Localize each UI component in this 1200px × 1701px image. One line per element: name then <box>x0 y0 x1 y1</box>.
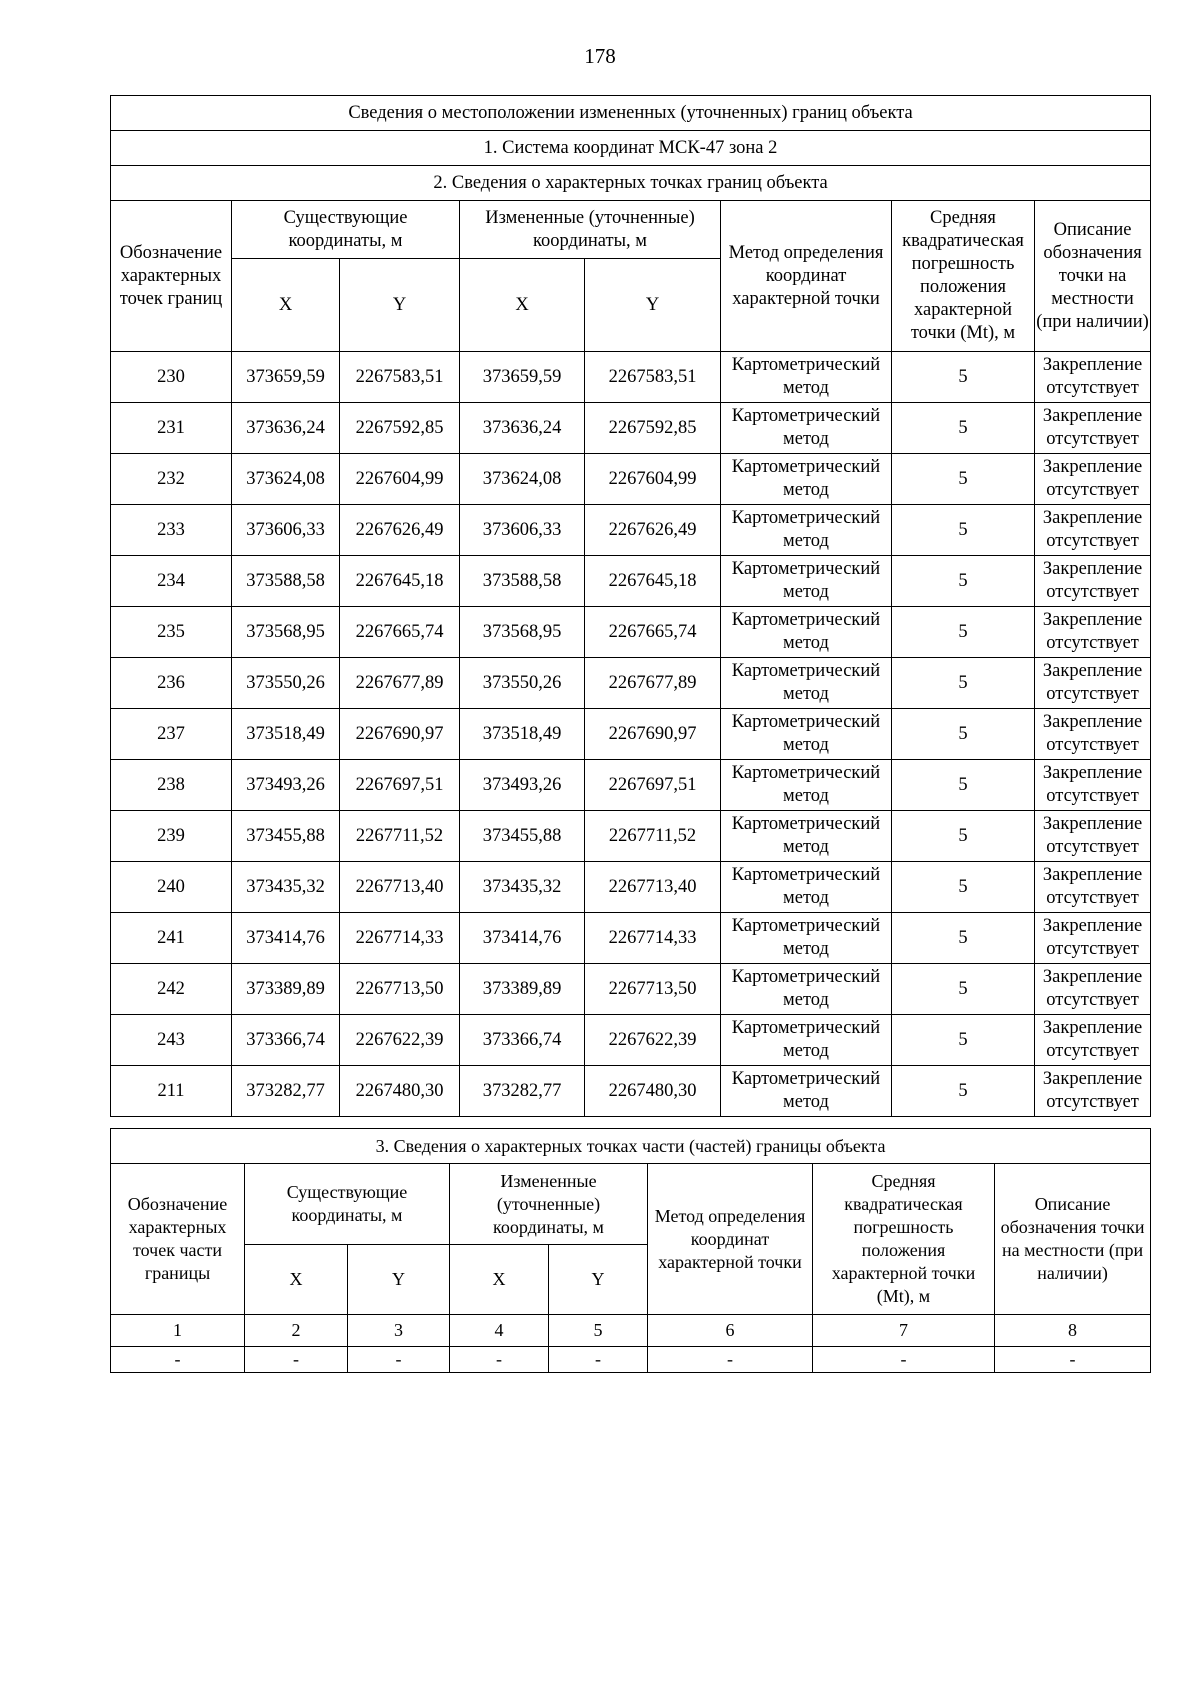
changed-x: 373435,32 <box>460 862 585 913</box>
changed-y: 2267714,33 <box>585 913 721 964</box>
existing-y: 2267677,89 <box>340 658 460 709</box>
method: Картометрический метод <box>721 760 892 811</box>
page-number: 178 <box>584 44 616 68</box>
existing-x: 373568,95 <box>232 607 340 658</box>
existing-y: 2267697,51 <box>340 760 460 811</box>
existing-x: 373550,26 <box>232 658 340 709</box>
column-number: 2 <box>245 1315 348 1347</box>
table-row <box>111 811 1151 862</box>
existing-x: 373455,88 <box>232 811 340 862</box>
table-title: Сведения о местоположении измененных (уточненных) границ объекта <box>111 96 1151 131</box>
column-number: 8 <box>995 1315 1151 1347</box>
description: Закрепление отсутствует <box>1035 811 1151 862</box>
empty-cell: - <box>995 1347 1151 1373</box>
table-row <box>111 454 1151 505</box>
point-id: 240 <box>111 862 232 913</box>
changed-x: 373588,58 <box>460 556 585 607</box>
header-existing-coordinates: Существующие координаты, м <box>232 201 460 259</box>
table-row <box>111 964 1151 1015</box>
method: Картометрический метод <box>721 658 892 709</box>
error-mt: 5 <box>892 964 1035 1015</box>
changed-y: 2267690,97 <box>585 709 721 760</box>
error-mt: 5 <box>892 709 1035 760</box>
empty-cell: - <box>813 1347 995 1373</box>
changed-y: 2267480,30 <box>585 1066 721 1117</box>
changed-x: 373366,74 <box>460 1015 585 1066</box>
header-changed-coordinates: Измененные (уточненные) координаты, м <box>460 201 721 259</box>
table-row <box>111 505 1151 556</box>
existing-y: 2267713,50 <box>340 964 460 1015</box>
empty-cell: - <box>450 1347 549 1373</box>
table-row <box>111 352 1151 403</box>
existing-x: 373588,58 <box>232 556 340 607</box>
changed-x: 373624,08 <box>460 454 585 505</box>
method: Картометрический метод <box>721 913 892 964</box>
error-mt: 5 <box>892 352 1035 403</box>
boundary-points-heading: 2. Сведения о характерных точках границ объекта <box>111 166 1151 201</box>
existing-x: 373518,49 <box>232 709 340 760</box>
changed-y: 2267626,49 <box>585 505 721 556</box>
point-id: 243 <box>111 1015 232 1066</box>
method: Картометрический метод <box>721 964 892 1015</box>
description: Закрепление отсутствует <box>1035 709 1151 760</box>
part-header-changed-coordinates: Измененные (уточненные) координаты, м <box>450 1164 648 1245</box>
method: Картометрический метод <box>721 352 892 403</box>
description: Закрепление отсутствует <box>1035 352 1151 403</box>
part-header-existing-x: X <box>245 1245 348 1315</box>
method: Картометрический метод <box>721 403 892 454</box>
existing-y: 2267626,49 <box>340 505 460 556</box>
method: Картометрический метод <box>721 1066 892 1117</box>
existing-x: 373435,32 <box>232 862 340 913</box>
point-id: 211 <box>111 1066 232 1117</box>
existing-y: 2267713,40 <box>340 862 460 913</box>
point-id: 235 <box>111 607 232 658</box>
changed-x: 373636,24 <box>460 403 585 454</box>
header-description: Описание обозначения точки на местности (при наличии) <box>1035 201 1151 352</box>
existing-x: 373493,26 <box>232 760 340 811</box>
table-row <box>111 862 1151 913</box>
coordinate-system-heading: 1. Система координат МСК-47 зона 2 <box>111 131 1151 166</box>
point-id: 236 <box>111 658 232 709</box>
existing-x: 373414,76 <box>232 913 340 964</box>
point-id: 237 <box>111 709 232 760</box>
existing-x: 373606,33 <box>232 505 340 556</box>
changed-y: 2267622,39 <box>585 1015 721 1066</box>
changed-x: 373455,88 <box>460 811 585 862</box>
description: Закрепление отсутствует <box>1035 607 1151 658</box>
header-existing-y: Y <box>340 259 460 352</box>
changed-y: 2267665,74 <box>585 607 721 658</box>
point-id: 231 <box>111 403 232 454</box>
method: Картометрический метод <box>721 607 892 658</box>
changed-y: 2267677,89 <box>585 658 721 709</box>
header-changed-x: X <box>460 259 585 352</box>
changed-x: 373659,59 <box>460 352 585 403</box>
part-header-error: Средняя квадратическая погрешность положения характерной точки (Mt), м <box>813 1164 995 1315</box>
existing-y: 2267645,18 <box>340 556 460 607</box>
description: Закрепление отсутствует <box>1035 505 1151 556</box>
existing-y: 2267592,85 <box>340 403 460 454</box>
description: Закрепление отсутствует <box>1035 760 1151 811</box>
header-designation: Обозначение характерных точек границ <box>111 201 232 352</box>
changed-x: 373389,89 <box>460 964 585 1015</box>
column-number: 5 <box>549 1315 648 1347</box>
method: Картометрический метод <box>721 1015 892 1066</box>
changed-y: 2267711,52 <box>585 811 721 862</box>
method: Картометрический метод <box>721 556 892 607</box>
error-mt: 5 <box>892 760 1035 811</box>
changed-x: 373493,26 <box>460 760 585 811</box>
part-header-existing-y: Y <box>348 1245 450 1315</box>
changed-y: 2267713,50 <box>585 964 721 1015</box>
point-id: 230 <box>111 352 232 403</box>
method: Картометрический метод <box>721 862 892 913</box>
table-row <box>111 658 1151 709</box>
existing-y: 2267604,99 <box>340 454 460 505</box>
error-mt: 5 <box>892 862 1035 913</box>
method: Картометрический метод <box>721 454 892 505</box>
table-row <box>111 760 1151 811</box>
changed-y: 2267592,85 <box>585 403 721 454</box>
existing-y: 2267622,39 <box>340 1015 460 1066</box>
existing-y: 2267690,97 <box>340 709 460 760</box>
changed-y: 2267604,99 <box>585 454 721 505</box>
description: Закрепление отсутствует <box>1035 1015 1151 1066</box>
existing-x: 373366,74 <box>232 1015 340 1066</box>
description: Закрепление отсутствует <box>1035 556 1151 607</box>
existing-x: 373624,08 <box>232 454 340 505</box>
changed-y: 2267713,40 <box>585 862 721 913</box>
description: Закрепление отсутствует <box>1035 658 1151 709</box>
existing-x: 373389,89 <box>232 964 340 1015</box>
existing-y: 2267665,74 <box>340 607 460 658</box>
column-number: 1 <box>111 1315 245 1347</box>
changed-x: 373606,33 <box>460 505 585 556</box>
error-mt: 5 <box>892 1015 1035 1066</box>
changed-x: 373282,77 <box>460 1066 585 1117</box>
error-mt: 5 <box>892 505 1035 556</box>
existing-y: 2267711,52 <box>340 811 460 862</box>
existing-x: 373282,77 <box>232 1066 340 1117</box>
description: Закрепление отсутствует <box>1035 1066 1151 1117</box>
table-row <box>111 607 1151 658</box>
column-number: 6 <box>648 1315 813 1347</box>
method: Картометрический метод <box>721 709 892 760</box>
changed-y: 2267645,18 <box>585 556 721 607</box>
changed-x: 373550,26 <box>460 658 585 709</box>
column-number: 3 <box>348 1315 450 1347</box>
table-row <box>111 1066 1151 1117</box>
existing-x: 373659,59 <box>232 352 340 403</box>
error-mt: 5 <box>892 607 1035 658</box>
error-mt: 5 <box>892 1066 1035 1117</box>
part-header-existing-coordinates: Существующие координаты, м <box>245 1164 450 1245</box>
header-method: Метод определения координат характерной точки <box>721 201 892 352</box>
point-id: 239 <box>111 811 232 862</box>
changed-y: 2267697,51 <box>585 760 721 811</box>
point-id: 238 <box>111 760 232 811</box>
empty-cell: - <box>348 1347 450 1373</box>
point-id: 234 <box>111 556 232 607</box>
point-id: 232 <box>111 454 232 505</box>
empty-cell: - <box>549 1347 648 1373</box>
error-mt: 5 <box>892 454 1035 505</box>
point-id: 233 <box>111 505 232 556</box>
error-mt: 5 <box>892 403 1035 454</box>
header-existing-x: X <box>232 259 340 352</box>
changed-y: 2267583,51 <box>585 352 721 403</box>
existing-y: 2267714,33 <box>340 913 460 964</box>
part-boundary-heading: 3. Сведения о характерных точках части (частей) границы объекта <box>111 1129 1151 1164</box>
boundary-points-table <box>110 95 1151 1117</box>
table-row <box>111 709 1151 760</box>
part-header-changed-y: Y <box>549 1245 648 1315</box>
existing-y: 2267583,51 <box>340 352 460 403</box>
error-mt: 5 <box>892 658 1035 709</box>
changed-x: 373568,95 <box>460 607 585 658</box>
error-mt: 5 <box>892 811 1035 862</box>
description: Закрепление отсутствует <box>1035 403 1151 454</box>
existing-x: 373636,24 <box>232 403 340 454</box>
empty-cell: - <box>648 1347 813 1373</box>
table-row <box>111 913 1151 964</box>
description: Закрепление отсутствует <box>1035 913 1151 964</box>
description: Закрепление отсутствует <box>1035 862 1151 913</box>
part-header-method: Метод определения координат характерной точки <box>648 1164 813 1315</box>
part-header-description: Описание обозначения точки на местности (при наличии) <box>995 1164 1151 1315</box>
header-changed-y: Y <box>585 259 721 352</box>
method: Картометрический метод <box>721 505 892 556</box>
error-mt: 5 <box>892 556 1035 607</box>
method: Картометрический метод <box>721 811 892 862</box>
empty-cell: - <box>245 1347 348 1373</box>
description: Закрепление отсутствует <box>1035 454 1151 505</box>
changed-x: 373414,76 <box>460 913 585 964</box>
part-header-designation: Обозначение характерных точек части границы <box>111 1164 245 1315</box>
description: Закрепление отсутствует <box>1035 964 1151 1015</box>
header-error: Средняя квадратическая погрешность положения характерной точки (Mt), м <box>892 201 1035 352</box>
column-number: 4 <box>450 1315 549 1347</box>
changed-x: 373518,49 <box>460 709 585 760</box>
empty-cell: - <box>111 1347 245 1373</box>
column-number: 7 <box>813 1315 995 1347</box>
point-id: 242 <box>111 964 232 1015</box>
part-boundary-points-table <box>110 1128 1151 1373</box>
part-header-changed-x: X <box>450 1245 549 1315</box>
table-row <box>111 556 1151 607</box>
existing-y: 2267480,30 <box>340 1066 460 1117</box>
point-id: 241 <box>111 913 232 964</box>
table-row <box>111 403 1151 454</box>
table-row <box>111 1015 1151 1066</box>
error-mt: 5 <box>892 913 1035 964</box>
